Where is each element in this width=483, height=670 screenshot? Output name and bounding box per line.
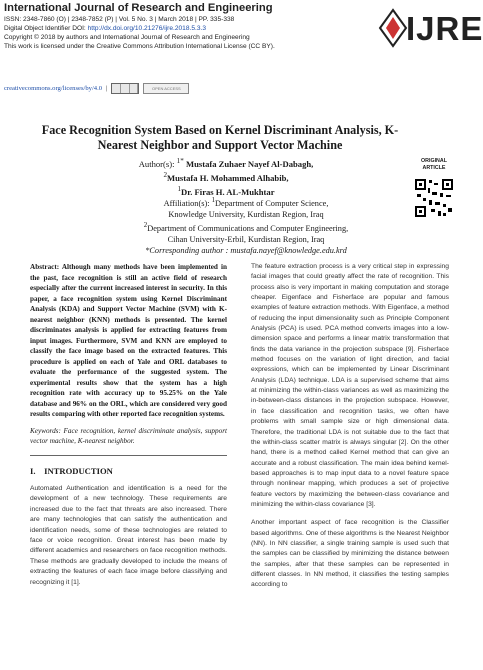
journal-title: International Journal of Research and Engineering (4, 2, 273, 14)
doi-line: Digital Object Identifier DOI: http://dx.doi.org/10.21276/ijre.2018.5.3.3 (4, 25, 207, 32)
author1-sup: 1 (176, 157, 181, 165)
doi-prefix: DOI (72, 25, 84, 32)
abstract-text: Although many methods have been implemented in the past, face recognition is still an active field of research especially after the current increased interest in security. In this paper, a face recognition system using Kernel Discriminant Analysis (KDA) and Support Vector Machine (SVM) with K-nearest neighbor (KNN) methods is presented. The kernel discriminates analysis is applied for extracting features from input images. Furthermore, SVM and KNN are employed to classify the face image based on the extracted features. This procedure is applied on each of Yale and ORL databases to evaluate the performance of the suggested system. The experimental results show that the system has a high recognition rate with accuracy up to 95.25% on the Yale database and 96% on the ORL, which are considered very good results comparing with other reported face recognition systems. (30, 263, 227, 418)
doi-link[interactable]: http://dx.doi.org/10.21276/ijre.2018.5.3.3 (87, 25, 207, 32)
abstract-label: Abstract: (30, 263, 60, 271)
affil2-line1: Department of Communications and Computer Engineering, (147, 223, 349, 233)
keywords-label: Keywords: (30, 426, 61, 435)
journal-header (4, 2, 334, 51)
intro-paragraph: Automated Authentication and identification is a need for the development of a new technology. These requirements are increased due to the fact that threats are also increased. There are many technologies that can satisfy the authentication and identification needs, some of these technologies are related to face or voice recognition. Great interest has been made by different academics and researchers on face recognition methods. These methods are gradually developed to include the means of extracting the features of each face image before classifying and recognizing it [1]. (30, 485, 227, 586)
author2-sup: 2 (163, 170, 168, 179)
section-heading (30, 455, 227, 477)
author1-corr-mark: * (180, 157, 184, 165)
ijre-logo (378, 4, 483, 54)
abstract-paragraph (30, 262, 227, 420)
affil1-sup: 1 (211, 197, 216, 204)
body-paragraph-1: The feature extraction process is a very critical step in expressing facial images that could greatly affect the rate of recognition. This process also is very important in making computation and storage cheaper. Eigenface and Fisherface are popular and famous examples of feature extraction methods. With Eigenface, a method of reducing the input dimensionality such as Principle Component Analysis (PCA) is used. PCA method converts images into a low-dimension space and performs a linear matrix transformation that finds the data variance in the projection subspace [9]. Fisherface method focuses on the variation of light direction, and facial expressions, which can be implemented by Linear Discriminant Analysis (LDA) technique. LDA is a supervised scheme that aims at minimizing the within-class variances as well as maximizing the in-between-class distances in the projection subspace. However, in face classification and recognition tasks, we often have problems with small sample size or high dimensional data. Therefore, the traditional LDA is not suitable due to the fact that the within-class scatter matrix is always singular [2]. On the other hand, there is a method called Kernel method that can give an accurate and a robust classification. The main idea behind kernel-based approaches is to map input data to a novel feature space through nonlinear mapping, which produces a set of projective feature vectors by maximizing the between-class covariance and minimizing the within-class covariance [3]. (251, 263, 449, 508)
left-column (30, 262, 227, 588)
affiliations (96, 195, 396, 256)
cc-link[interactable]: creativecommons.org/licenses/by/4.0 (4, 85, 103, 92)
issn-line: ISSN: 2348-7860 (O) | 2348-7852 (P) | Vol. 5 No. 3 | March 2018 | PP. 335-338 (4, 16, 235, 23)
affil2-sup: 2 (143, 221, 148, 229)
corresponding-author: *Corresponding author : mustafa.nayef@knowledge.edu.krd (145, 245, 347, 255)
cc-by-badge-icon (111, 83, 139, 94)
affil2-line2: Cihan University-Erbil, Kurdistan Region, Iraq (167, 234, 325, 244)
author-1: Mustafa Zuhaer Nayef Al-Dabagh, (185, 158, 314, 169)
section-number: I. (30, 465, 36, 476)
paper-title: Face Recognition System Based on Kernel Discriminant Analysis, K-Nearest Neighbor and Support Vector Machine (41, 123, 399, 152)
affil1-line2: Knowledge University, Kurdistan Region, Iraq (168, 209, 324, 219)
authors-label: Author(s): (138, 158, 175, 169)
license-row (4, 83, 189, 94)
logo-text: IJRE (406, 10, 483, 47)
author-2: Mustafa H. Mohammed Alhabib, (167, 172, 289, 183)
license-line: This work is licensed under the Creative Commons Attribution International License (CC BY). (4, 43, 275, 50)
original-article-label (411, 158, 457, 172)
open-access-badge: OPEN ACCESS (143, 83, 189, 94)
keywords-paragraph (30, 426, 227, 447)
section-title: INTRODUCTION (44, 465, 113, 476)
author3-sup: 1 (177, 184, 182, 193)
author-list (56, 156, 396, 198)
qr-code-icon (414, 178, 454, 218)
original-label: ORIGINAL (421, 158, 447, 164)
logo-emblem-icon (378, 8, 408, 48)
affil1-line1: Department of Computer Science, (215, 198, 329, 208)
right-column (251, 262, 449, 591)
cc-separator: | (106, 85, 108, 92)
body-paragraph-2: Another important aspect of face recognition is the Classifier based algorithms. One of these algorithms is the Nearest Neighbor (NN). In NN classifier, a single training sample is used such that the samples can be classified by minimizing the distance between the samples, after that these samples can be represented in different classes. In NN method, it classifies the testing samples according to (251, 519, 449, 589)
copyright-line: Copyright © 2018 by authors and International Journal of Research and Engineering (4, 34, 250, 41)
affiliation-label: Affiliation(s): (163, 198, 210, 208)
doi-label: Digital Object Identifier (4, 25, 71, 32)
author-3: Dr. Firas H. AL-Mukhtar (181, 186, 275, 197)
article-label: ARTICLE (422, 165, 446, 171)
keywords-text: Face recognition, kernel discriminate analysis, support vector machine, K-nearest neighbor. (30, 426, 227, 445)
